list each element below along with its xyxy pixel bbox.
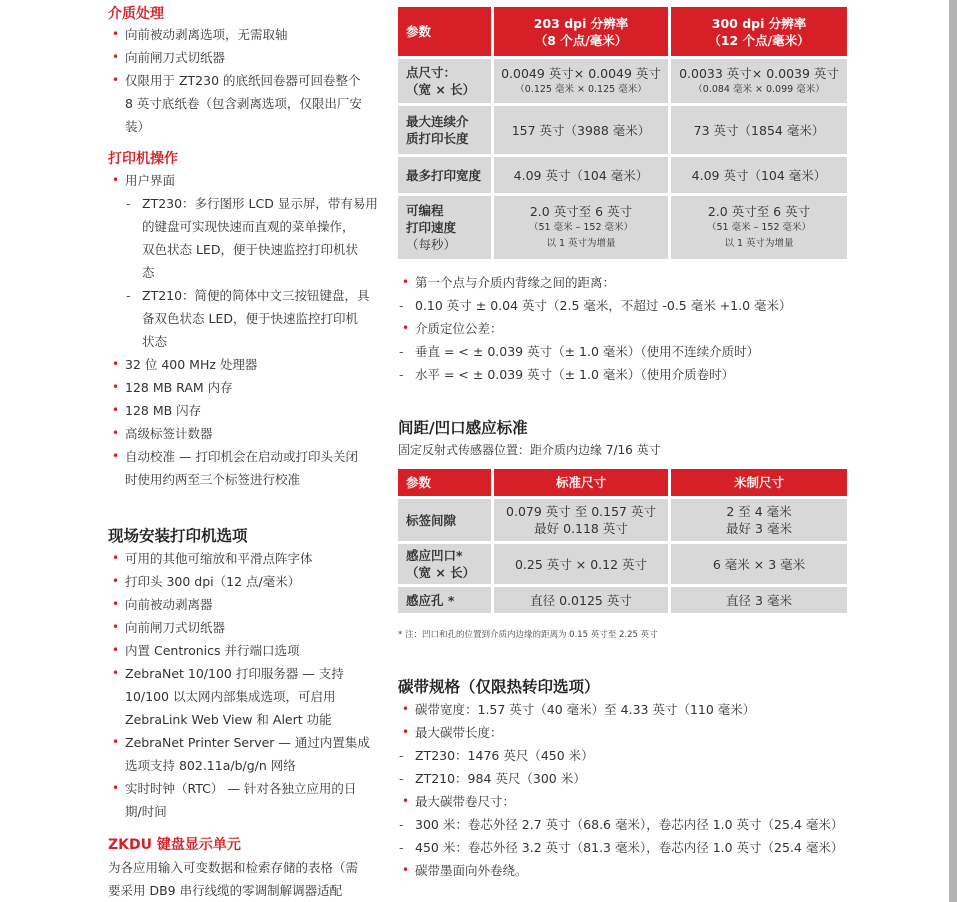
resolution-table bbox=[395, 4, 850, 262]
list-subitem: - ZT210：984 英尺（300 米） bbox=[381, 767, 850, 790]
zt230-ui-desc: - ZT230：多行图形 LCD 显示屏，带有易用 的键盘可实现快速而直观的菜单操作， 双色状态 LED，便于快速监控打印机状 态 bbox=[108, 192, 393, 284]
list-item: • 向前被动剥离器 bbox=[108, 593, 393, 616]
list-item: • 自动校准 — 打印机会在启动或打印头关闭 时使用约两至三个标签进行校准 bbox=[108, 445, 393, 491]
row-label: 点尺寸： （宽 × 长） bbox=[398, 59, 491, 103]
row-label: 标签间隙 bbox=[398, 499, 491, 541]
cell: 直径 0.0125 英寸 bbox=[494, 587, 668, 613]
cell: 直径 3 毫米 bbox=[671, 587, 847, 613]
list-item-continued: 装） bbox=[125, 119, 151, 134]
list-item: • 碳带宽度：1.57 英寸（40 毫米）至 4.33 英寸（110 毫米） bbox=[398, 698, 850, 721]
list-subitem: - 300 米：卷芯外径 2.7 英寸（68.6 毫米），卷芯内径 1.0 英寸（25.4 毫米） bbox=[381, 813, 850, 836]
table-row bbox=[398, 544, 847, 584]
list-item: • ZebraNet 10/100 打印服务器 — 支持 10/100 以太网内部集成选项，可启用 ZebraLink Web View 和 Alert 功能 bbox=[108, 662, 393, 731]
cell: 0.25 英寸 × 0.12 英寸 bbox=[494, 544, 668, 584]
list-item: • ZebraNet Printer Server — 通过内置集成 选项支持 802.11a/b/g/n 网络 bbox=[108, 731, 393, 777]
cell: 0.0049 英寸× 0.0049 英寸 （0.125 毫米 × 0.125 毫米） bbox=[494, 59, 668, 103]
row-label: 最大连续介 质打印长度 bbox=[398, 106, 491, 154]
header-203dpi: 203 dpi 分辨率 （8 个点/毫米） bbox=[494, 7, 668, 56]
gap-footnote: * 注：凹口和孔的位置到介质内边缘的距离为 0.15 英寸至 2.25 英寸 bbox=[398, 630, 658, 640]
list-subitem: - 垂直 = < ± 0.039 英寸（± 1.0 毫米）（使用不连续介质时） bbox=[381, 340, 850, 363]
list-item: • 向前闸刀式切纸器 bbox=[108, 46, 393, 69]
ribbon-block bbox=[398, 698, 850, 882]
list-item: • 碳带墨面向外卷绕。 bbox=[398, 859, 850, 882]
distance-block bbox=[398, 271, 850, 386]
cell: 4.09 英寸（104 毫米） bbox=[671, 157, 847, 193]
list-item: • 内置 Centronics 并行端口选项 bbox=[108, 639, 393, 662]
cell: 4.09 英寸（104 毫米） bbox=[494, 157, 668, 193]
list-item: • 向前闸刀式切纸器 bbox=[108, 616, 393, 639]
list-subitem: - 水平 = < ± 0.039 英寸（± 1.0 毫米）（使用介质卷时） bbox=[381, 363, 850, 386]
cell: 2.0 英寸至 6 英寸 （51 毫米 – 152 毫米） 以 1 英寸为增量 bbox=[494, 196, 668, 259]
operation-title: 打印机操作 bbox=[108, 151, 178, 167]
list-item: • 最大碳带卷尺寸： bbox=[398, 790, 850, 813]
cell: 0.079 英寸 至 0.157 英寸 最好 0.118 英寸 bbox=[494, 499, 668, 541]
list-item: • 32 位 400 MHz 处理器 bbox=[108, 353, 393, 376]
list-item: • 介质定位公差： bbox=[398, 317, 850, 340]
list-item: • 最大碳带长度： bbox=[398, 721, 850, 744]
cell: 2.0 英寸至 6 英寸 （51 毫米 – 152 毫米） 以 1 英寸为增量 bbox=[671, 196, 847, 259]
gap-subtitle: 固定反射式传感器位置：距介质内边缘 7/16 英寸 bbox=[398, 443, 661, 457]
cell: 0.0033 英寸× 0.0039 英寸 （0.084 毫米 × 0.099 毫米） bbox=[671, 59, 847, 103]
list-item-ui: • 用户界面 bbox=[108, 169, 393, 192]
cell: 73 英寸（1854 毫米） bbox=[671, 106, 847, 154]
gap-section-title: 间距/凹口感应标准 bbox=[398, 419, 528, 437]
table-header-row bbox=[398, 469, 847, 496]
row-label: 可编程 打印速度 （每秒） bbox=[398, 196, 491, 259]
table-row bbox=[398, 587, 847, 613]
list-item: • 向前被动剥离选项，无需取轴 bbox=[108, 23, 393, 46]
media-handling-title: 介质处理 bbox=[108, 6, 164, 22]
list-item: • 可用的其他可缩放和平滑点阵字体 bbox=[108, 547, 393, 570]
table-row bbox=[398, 106, 847, 154]
cell: 157 英寸（3988 毫米） bbox=[494, 106, 668, 154]
row-label: 感应孔 * bbox=[398, 587, 491, 613]
header-param: 参数 bbox=[398, 469, 491, 496]
list-item: • 实时时钟（RTC） — 针对各独立应用的日 期/时间 bbox=[108, 777, 393, 823]
header-metric: 米制尺寸 bbox=[671, 469, 847, 496]
zkdu-title: ZKDU 键盘显示单元 bbox=[108, 837, 241, 853]
field-options-title: 现场安装打印机选项 bbox=[108, 527, 248, 545]
cell: 6 毫米 × 3 毫米 bbox=[671, 544, 847, 584]
row-label: 感应凹口* （宽 × 长） bbox=[398, 544, 491, 584]
list-item: • 打印头 300 dpi（12 点/毫米） bbox=[108, 570, 393, 593]
table-row bbox=[398, 196, 847, 259]
list-item: • 仅限用于 ZT230 的底纸回卷器可回卷整个 bbox=[108, 69, 393, 92]
list-subitem: - 450 米：卷芯外径 3.2 英寸（81.3 毫米），卷芯内径 1.0 英寸（25.4 毫米） bbox=[381, 836, 850, 859]
cell: 2 至 4 毫米 最好 3 毫米 bbox=[671, 499, 847, 541]
header-300dpi: 300 dpi 分辨率 （12 个点/毫米） bbox=[671, 7, 847, 56]
list-subitem: - ZT230：1476 英尺（450 米） bbox=[381, 744, 850, 767]
table-row bbox=[398, 157, 847, 193]
header-standard: 标准尺寸 bbox=[494, 469, 668, 496]
table-header-row bbox=[398, 7, 847, 56]
list-item: • 高级标签计数器 bbox=[108, 422, 393, 445]
zkdu-text: 为各应用输入可变数据和检索存储的表格（需 要采用 DB9 串行线缆的零调制解调器适配 bbox=[108, 860, 359, 898]
header-param: 参数 bbox=[398, 7, 491, 56]
zt210-ui-desc: - ZT210：简便的简体中文三按钮键盘，具 备双色状态 LED，便于快速监控打印机 状态 bbox=[108, 284, 393, 353]
ribbon-section-title: 碳带规格（仅限热转印选项） bbox=[398, 678, 600, 696]
field-options-list bbox=[108, 547, 393, 823]
table-row bbox=[398, 59, 847, 103]
list-item-continued: 8 英寸底纸卷（包含剥离选项，仅限出厂安 bbox=[125, 96, 362, 111]
row-label: 最多打印宽度 bbox=[398, 157, 491, 193]
table-row bbox=[398, 499, 847, 541]
page-edge-strip bbox=[949, 0, 957, 902]
gap-table bbox=[395, 466, 850, 616]
list-subitem: - 0.10 英寸 ± 0.04 英寸（2.5 毫米，不超过 -0.5 毫米 +1.0 毫米） bbox=[381, 294, 850, 317]
operation-block bbox=[108, 169, 393, 491]
list-item: • 第一个点与介质内背缘之间的距离： bbox=[398, 271, 850, 294]
list-item: • 128 MB RAM 内存 bbox=[108, 376, 393, 399]
list-item: • 128 MB 闪存 bbox=[108, 399, 393, 422]
media-handling-list bbox=[108, 23, 393, 138]
